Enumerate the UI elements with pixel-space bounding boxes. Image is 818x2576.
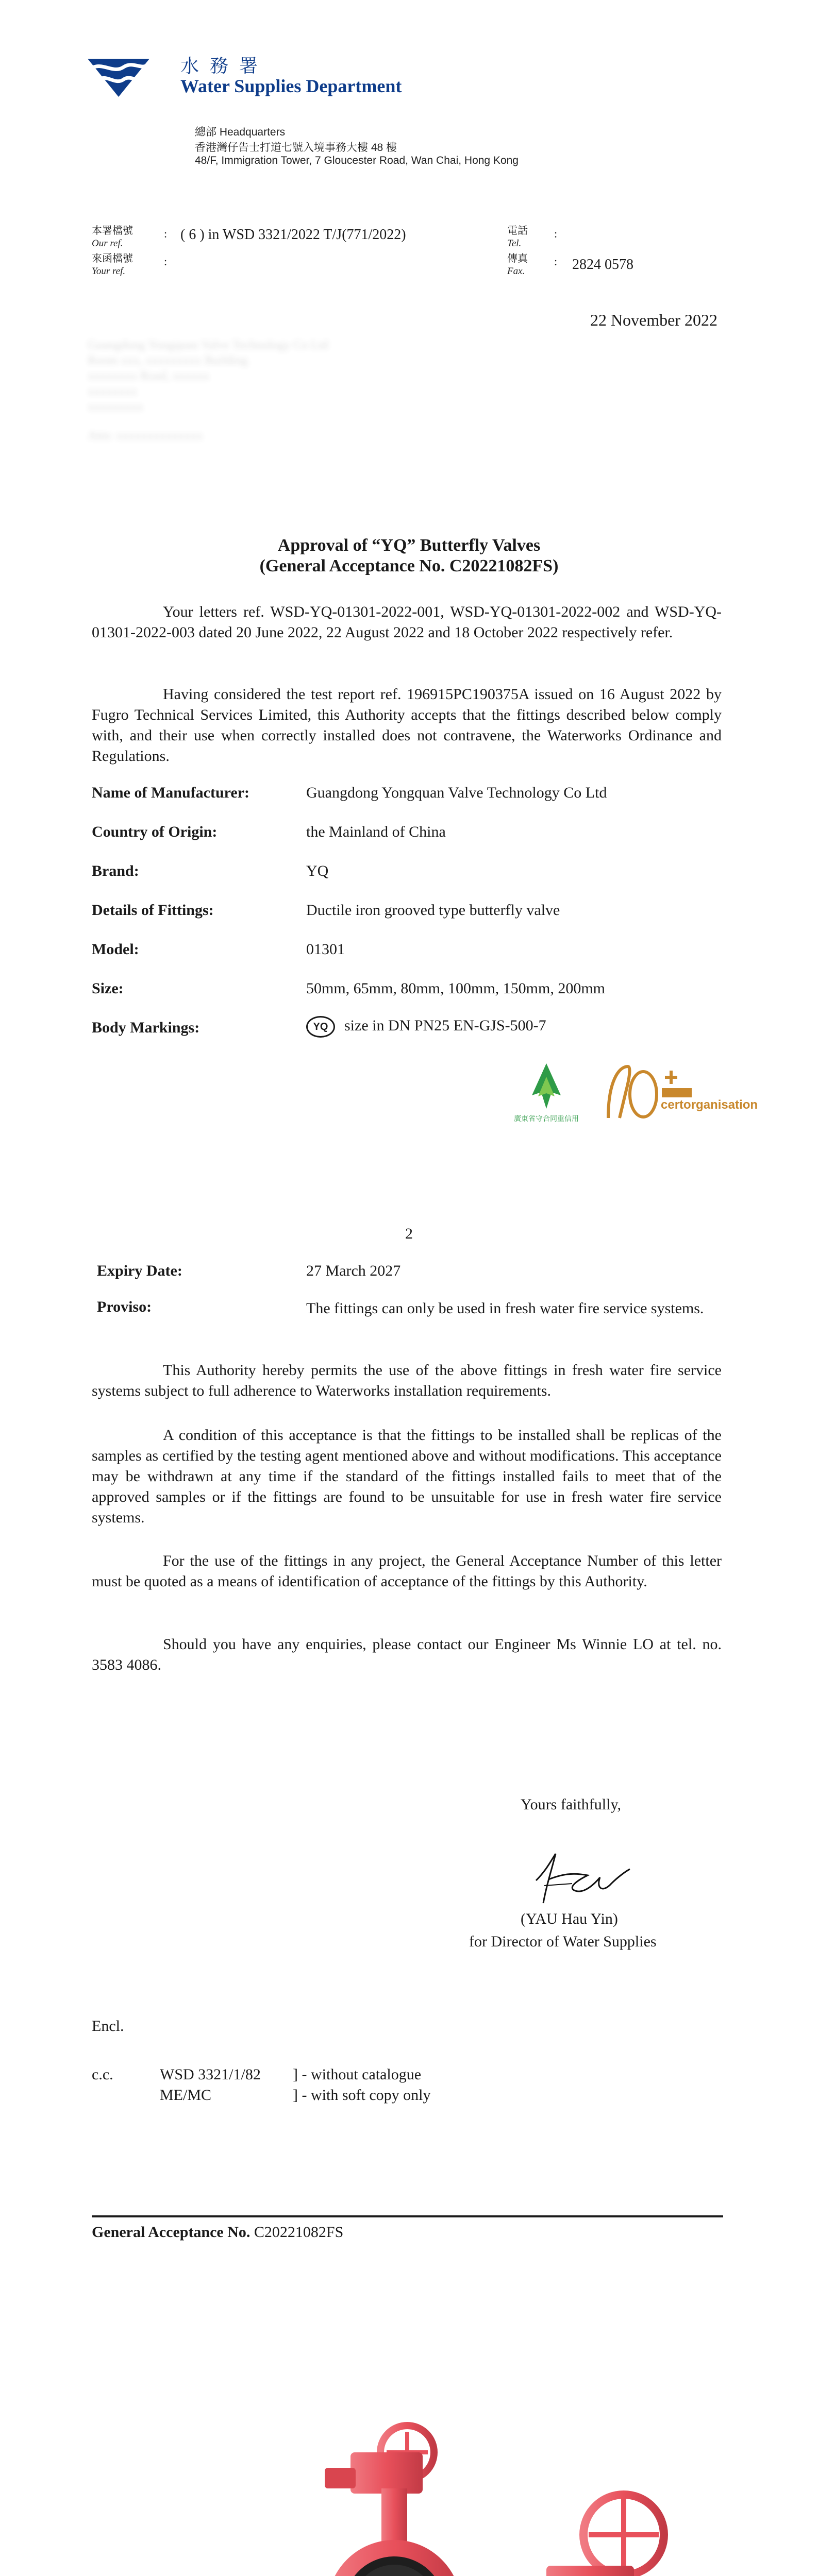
your-ref-label <box>92 252 133 278</box>
colon: : <box>164 255 168 268</box>
redacted-address <box>88 337 448 471</box>
field-value-country: the Mainland of China <box>306 823 446 840</box>
field-value-manufacturer: Guangdong Yongquan Valve Technology Co Ltd <box>306 784 607 801</box>
valve-left <box>325 2426 461 2576</box>
letter-subtitle: (General Acceptance No. C20221082FS) <box>259 556 559 575</box>
field-value-model: 01301 <box>306 941 345 958</box>
paragraph-quote-number: For the use of the fittings in any project, the General Acceptance Number of this letter must be quoted as a means of identification of acceptance of the fittings by this Authority. <box>92 1552 722 1590</box>
field-label: Name of Manufacturer: <box>92 784 250 801</box>
expiry-date-label: Expiry Date: <box>97 1262 182 1279</box>
paragraph-permit-use: This Authority hereby permits the use of the above fittings in fresh water fire service systems subject to full adherence to Waterworks installation requirements. <box>92 1362 722 1399</box>
redacted-line: xxxxxxxx Road, xxxxxx <box>88 369 210 383</box>
field-value-details: Ductile iron grooved type butterfly valve <box>306 902 560 919</box>
colon: : <box>554 227 558 240</box>
your-ref-label-en: Your ref. <box>92 266 126 277</box>
handwritten-signature <box>531 1850 634 1906</box>
tel-label-en: Tel. <box>507 238 522 249</box>
cc-note: ] - without catalogue <box>293 2066 422 2083</box>
tel-label <box>507 225 528 250</box>
fax-label <box>507 252 528 278</box>
colon: : <box>164 227 168 240</box>
wsd-logo <box>88 57 149 98</box>
paragraph-enquiries: Should you have any enquiries, please contact our Engineer Ms Winnie LO at tel. no. 3583 4086. <box>92 1636 722 1673</box>
signatory-title: for Director of Water Supplies <box>469 1933 657 1950</box>
cc-note: ] - with soft copy only <box>293 2087 431 2104</box>
address-label: 總部 Headquarters <box>195 126 286 138</box>
cert-organisation-text: certorganisation <box>661 1098 758 1112</box>
fax-label-en: Fax. <box>507 266 525 277</box>
address-english: 48/F, Immigration Tower, 7 Gloucester Road, Wan Chai, Hong Kong <box>195 155 519 166</box>
paragraph-letters-refer: Your letters ref. WSD-YQ-01301-2022-001, WSD-YQ-01301-2022-002 and WSD-YQ-01301-2022-003 dated 20 June 2022, 22 August 2022 and 18 October 2022 respectively refer. <box>92 603 722 641</box>
redacted-line: Attn: xxxxxxxxxxxxxx <box>88 429 203 443</box>
letter-date: 22 November 2022 <box>590 311 717 329</box>
field-label: Size: <box>92 980 124 997</box>
redacted-line: xxxxxxxx <box>88 385 137 398</box>
fax-label-cn: 傳真 <box>507 253 528 264</box>
valve-right <box>546 2495 664 2576</box>
field-label: Model: <box>92 941 139 958</box>
enclosure-label: Encl. <box>92 2018 124 2035</box>
field-label: Details of Fittings: <box>92 902 214 919</box>
colon: : <box>554 255 558 268</box>
paragraph-test-report: Having considered the test report ref. 196915PC190375A issued on 16 August 2022 by Fugro Technical Services Limited, this Authority accepts that the fittings described below comply with, and their use when correctly installed does not contravene, the Waterworks Ordinance and Regulations. <box>92 686 722 765</box>
green-cert-logo <box>510 1061 582 1128</box>
signatory-name: (YAU Hau Yin) <box>521 1910 618 1927</box>
proviso-label: Proviso: <box>97 1298 152 1315</box>
letter-title: Approval of “YQ” Butterfly Valves <box>277 536 541 555</box>
our-ref-label <box>92 225 133 250</box>
field-label: Country of Origin: <box>92 823 218 840</box>
expiry-date-value: 27 March 2027 <box>306 1262 401 1279</box>
redacted-line: xxxxxxxxx <box>88 400 143 414</box>
our-ref-value: ( 6 ) in WSD 3321/2022 T/J(771/2022) <box>180 227 406 243</box>
cc-recipient: WSD 3321/1/82 <box>160 2066 261 2083</box>
proviso-value: The fittings can only be used in fresh water fire service systems. <box>306 1300 704 1317</box>
redacted-line: Guangdong Yongquan Valve Technology Co Ltd <box>88 338 328 352</box>
field-value-size: 50mm, 65mm, 80mm, 100mm, 150mm, 200mm <box>306 980 606 997</box>
paragraph-condition: A condition of this acceptance is that the fittings to be installed shall be replicas of the samples as certified by the testing agent mentioned above and without modifications. This acceptance may be withdrawn at any time if the standard of the fittings installed fails to meet that of the approved samples or if the fittings are found to be unsuitable for use in fresh water fire service systems. <box>92 1427 722 1526</box>
address-chinese: 香港灣仔告士打道七號入境事務大樓 48 樓 <box>195 142 397 154</box>
dept-name-english: Water Supplies Department <box>180 76 402 96</box>
page-number: 2 <box>405 1225 413 1242</box>
attachment-header <box>92 2224 343 2241</box>
attachment-header-label: General Acceptance No. <box>92 2224 251 2241</box>
field-label: Body Markings: <box>92 1019 200 1036</box>
closing-yours-faithfully: Yours faithfully, <box>521 1796 622 1813</box>
butterfly-valve-product-image <box>304 2421 727 2576</box>
our-ref-label-cn: 本署檔號 <box>92 225 133 236</box>
field-value-brand: YQ <box>306 862 329 879</box>
field-value-body-markings <box>306 1016 546 1038</box>
field-label: Brand: <box>92 862 139 879</box>
tel-label-cn: 電話 <box>507 225 528 236</box>
attachment-divider <box>92 2215 723 2217</box>
dept-name-chinese: 水 務 署 <box>180 56 261 76</box>
fax-value: 2824 0578 <box>572 257 633 273</box>
yq-logo-badge: YQ <box>306 1016 335 1038</box>
attachment-header-value: C20221082FS <box>254 2224 344 2241</box>
redacted-line: Room xxx, xxxxxxxxx Building <box>88 354 248 367</box>
cc-recipient: ME/MC <box>160 2087 212 2104</box>
our-ref-label-en: Our ref. <box>92 238 123 249</box>
cert-organisation-logo <box>598 1061 758 1128</box>
cc-label: c.c. <box>92 2066 113 2083</box>
green-cert-caption: 廣東省守合同重信用 <box>514 1115 579 1123</box>
body-markings-text: size in DN PN25 EN-GJS-500-7 <box>344 1016 546 1034</box>
your-ref-label-cn: 來函檔號 <box>92 253 133 264</box>
